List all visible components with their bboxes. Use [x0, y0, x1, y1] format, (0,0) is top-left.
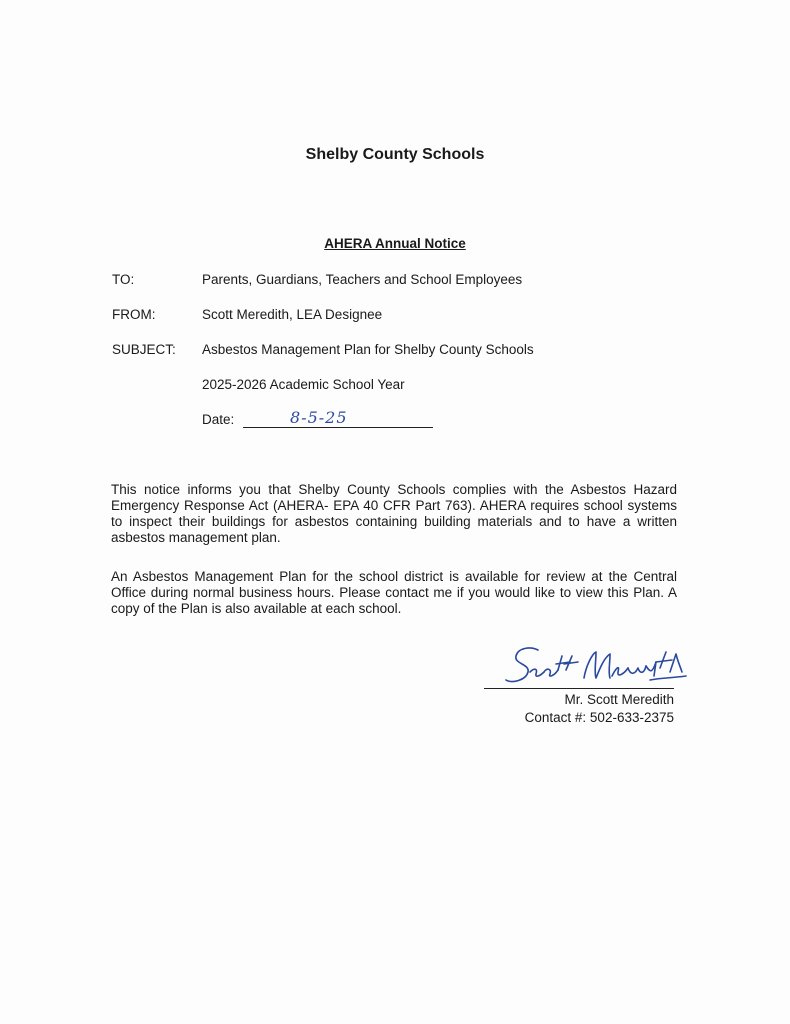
- signature-image: [500, 642, 690, 690]
- memo-from-label: FROM:: [112, 307, 156, 322]
- signer-contact: Contact #: 502-633-2375: [524, 710, 674, 725]
- date-underline: [243, 427, 433, 428]
- memo-from-value: Scott Meredith, LEA Designee: [202, 307, 383, 322]
- organization-title: Shelby County Schools: [305, 146, 485, 163]
- memo-subject-label: SUBJECT:: [112, 342, 176, 357]
- date-handwritten: 8-5-25: [290, 408, 348, 427]
- memo-subject-line2: 2025-2026 Academic School Year: [202, 377, 405, 392]
- memo-to-value: Parents, Guardians, Teachers and School Employees: [202, 272, 523, 287]
- signer-name: Mr. Scott Meredith: [564, 692, 674, 707]
- body-paragraph-2: An Asbestos Management Plan for the school district is available for review at the Central Office during normal business hours. Please contact me if you would like to view this Plan. A copy of the Plan is also available at each school.: [111, 569, 677, 616]
- memo-subject-value: Asbestos Management Plan for Shelby County Schools: [202, 342, 534, 357]
- body-paragraph-1: This notice informs you that Shelby County Schools complies with the Asbestos Hazard Emergency Response Act (AHERA- EPA 40 CFR Part 763). AHERA requires school systems to inspect their buildings for asbestos containing building materials and to have a written asbestos management plan.: [111, 482, 677, 545]
- signature-line: [484, 688, 674, 689]
- memo-to-label: TO:: [112, 272, 135, 287]
- notice-title: AHERA Annual Notice: [324, 236, 466, 251]
- date-label: Date:: [202, 412, 235, 427]
